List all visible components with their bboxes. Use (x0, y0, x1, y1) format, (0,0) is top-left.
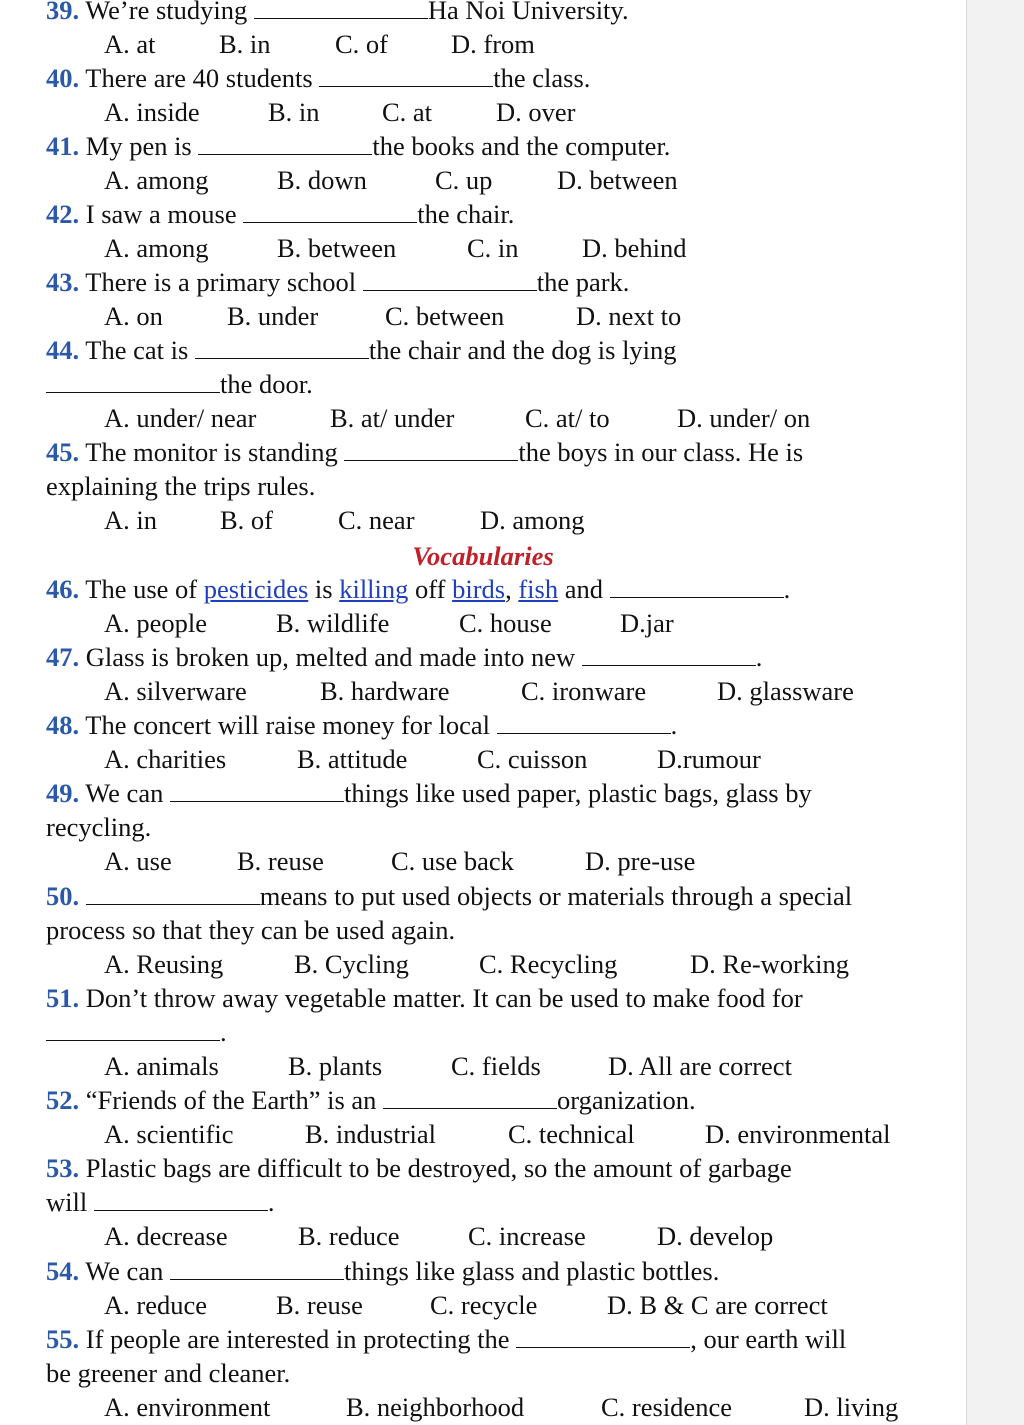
answer-blank (170, 777, 344, 802)
question-40 (46, 61, 590, 95)
question-50-cont (46, 913, 455, 947)
question-54 (46, 1254, 719, 1288)
question-number: 48. (46, 710, 80, 740)
option-c: C. up (435, 165, 493, 195)
option-a: A. among (104, 233, 209, 263)
question-42 (46, 197, 514, 231)
question-number: 42. (46, 199, 80, 229)
section-heading: Vocabularies (412, 541, 554, 571)
option-a: A. scientific (104, 1119, 234, 1149)
option-d: D. pre-use (585, 846, 696, 876)
question-text-end: . (783, 574, 791, 604)
option-b: B. wildlife (276, 608, 390, 638)
option-c: C. at/ to (525, 403, 610, 433)
link-fish[interactable]: fish (518, 574, 559, 604)
option-d: D. environmental (705, 1119, 891, 1149)
question-50 (46, 879, 852, 913)
option-a: A. animals (104, 1051, 219, 1081)
option-d: D. All are correct (608, 1051, 792, 1081)
question-text-4: , (505, 574, 519, 604)
question-51-cont (46, 1015, 227, 1049)
question-number: 55. (46, 1324, 80, 1354)
option-a: A. inside (104, 97, 200, 127)
question-text-end: the park. (536, 267, 630, 297)
question-44 (46, 333, 677, 367)
answer-blank (516, 1323, 690, 1348)
question-55 (46, 1322, 846, 1356)
option-b: B. industrial (305, 1119, 437, 1149)
answer-blank (243, 198, 417, 223)
question-53 (46, 1151, 792, 1185)
answer-blank (582, 641, 756, 666)
question-52 (46, 1083, 696, 1117)
question-text: The concert will raise money for local (85, 710, 497, 740)
option-d: D. under/ on (677, 403, 811, 433)
answer-blank (198, 130, 372, 155)
question-text-cont: recycling. (46, 812, 152, 842)
question-text (79, 881, 86, 911)
question-number: 53. (46, 1153, 80, 1183)
option-a: A. under/ near (104, 403, 257, 433)
question-51 (46, 981, 803, 1015)
option-c: C. near (338, 505, 415, 535)
option-b: B. at/ under (330, 403, 455, 433)
option-b: B. of (220, 505, 273, 535)
option-d: D. next to (576, 301, 682, 331)
question-55-cont (46, 1356, 290, 1390)
question-number: 49. (46, 778, 80, 808)
question-text: The monitor is standing (85, 437, 345, 467)
answer-blank (610, 573, 784, 598)
question-49-cont (46, 810, 151, 844)
option-d: D. B & C are correct (607, 1290, 828, 1320)
question-text-end: organization. (557, 1085, 696, 1115)
option-a: A. at (104, 29, 156, 59)
option-b: B. reduce (298, 1221, 400, 1251)
option-b: B. down (277, 165, 367, 195)
answer-blank-2 (46, 368, 220, 393)
answer-blank (86, 880, 260, 905)
question-text-end: . (220, 1017, 227, 1047)
question-46 (46, 572, 790, 606)
question-text-end: things like used paper, plastic bags, glass by (343, 778, 812, 808)
option-b: B. Cycling (294, 949, 409, 979)
question-number: 43. (46, 267, 80, 297)
question-number: 45. (46, 437, 80, 467)
link-pesticides[interactable]: pesticides (203, 574, 309, 604)
question-number: 46. (46, 574, 80, 604)
option-b: B. reuse (237, 846, 324, 876)
option-a: A. among (104, 165, 209, 195)
question-text: The use of (85, 574, 204, 604)
question-text-end: things like glass and plastic bottles. (343, 1256, 720, 1286)
answer-blank (383, 1084, 557, 1109)
answer-blank (94, 1186, 268, 1211)
question-text: Don’t throw away vegetable matter. It can be used to make food for (85, 983, 803, 1013)
question-text-end: , our earth will (690, 1324, 847, 1354)
question-text-end: the books and the computer. (372, 131, 671, 161)
option-a: A. decrease (104, 1221, 228, 1251)
option-d: D. among (480, 505, 585, 535)
answer-blank (344, 436, 518, 461)
option-d: D. from (451, 29, 535, 59)
question-text-cont: process so that they can be used again. (46, 915, 456, 945)
option-b: B. reuse (276, 1290, 363, 1320)
link-birds[interactable]: birds (452, 574, 506, 604)
option-d: D.jar (620, 608, 674, 638)
question-text: “Friends of the Earth” is an (85, 1085, 384, 1115)
option-b: B. hardware (320, 676, 450, 706)
option-d: D. between (557, 165, 678, 195)
option-d: D. over (496, 97, 576, 127)
question-text-3: off (408, 574, 453, 604)
option-a: A. on (104, 301, 163, 331)
question-number: 52. (46, 1085, 80, 1115)
option-a: A. silverware (104, 676, 247, 706)
option-b: B. in (268, 97, 320, 127)
question-text-end: the class. (493, 63, 591, 93)
question-41 (46, 129, 670, 163)
option-c: C. cuisson (477, 744, 588, 774)
question-text: We can (85, 1256, 170, 1286)
option-d: D. glassware (717, 676, 854, 706)
option-d: D. develop (657, 1221, 774, 1251)
option-c: C. ironware (521, 676, 647, 706)
question-text-cont: explaining the trips rules. (46, 471, 316, 501)
answer-blank (497, 709, 671, 734)
option-c: C. technical (508, 1119, 635, 1149)
question-43 (46, 265, 629, 299)
question-text: There is a primary school (85, 267, 363, 297)
option-a: A. charities (104, 744, 227, 774)
option-a: A. reduce (104, 1290, 207, 1320)
question-text-end: the chair and the dog is lying (368, 335, 677, 365)
option-a: A. people (104, 608, 208, 638)
question-number: 44. (46, 335, 80, 365)
question-text: Glass is broken up, melted and made into new (85, 642, 582, 672)
question-text-end: . (670, 710, 678, 740)
option-b: B. neighborhood (346, 1392, 525, 1422)
answer-blank (363, 266, 537, 291)
option-d: D. living (804, 1392, 899, 1422)
option-c: C. at (382, 97, 433, 127)
question-number: 40. (46, 63, 80, 93)
question-text: We can (85, 778, 170, 808)
option-d: D. behind (582, 233, 687, 263)
question-text: Plastic bags are difficult to be destroyed, so the amount of garbage (85, 1153, 792, 1183)
option-b: B. attitude (297, 744, 408, 774)
option-c: C. in (467, 233, 519, 263)
question-text-5: and (558, 574, 610, 604)
option-c: C. house (459, 608, 552, 638)
question-44-cont (46, 367, 313, 401)
option-c: C. Recycling (479, 949, 618, 979)
question-48 (46, 708, 677, 742)
option-b: B. plants (288, 1051, 383, 1081)
option-c: C. of (335, 29, 388, 59)
option-a: A. in (104, 505, 157, 535)
option-b: B. under (227, 301, 319, 331)
question-text-end-2: the door. (220, 369, 313, 399)
question-text-end: means to put used objects or materials through a special (259, 881, 853, 911)
question-text: We’re studying (85, 0, 254, 25)
question-49 (46, 776, 812, 810)
option-a: A. Reusing (104, 949, 224, 979)
option-c: C. fields (451, 1051, 541, 1081)
question-text-2: is (308, 574, 340, 604)
question-text-cont: be greener and cleaner. (46, 1358, 291, 1388)
answer-blank (46, 1016, 220, 1041)
option-b: B. between (277, 233, 397, 263)
question-text: The cat is (85, 335, 195, 365)
question-text: If people are interested in protecting the (85, 1324, 517, 1354)
question-number: 51. (46, 983, 80, 1013)
question-53-cont (46, 1185, 274, 1219)
question-47 (46, 640, 762, 674)
question-text-cont: will (46, 1187, 94, 1217)
answer-blank (195, 334, 369, 359)
question-text-end: . (755, 642, 763, 672)
answer-blank (254, 0, 428, 19)
option-c: C. residence (601, 1392, 732, 1422)
link-killing[interactable]: killing (339, 574, 409, 604)
right-margin (966, 0, 1024, 1425)
answer-blank (319, 62, 493, 87)
option-d: D.rumour (657, 744, 761, 774)
question-45 (46, 435, 803, 469)
option-c: C. between (385, 301, 505, 331)
question-text: I saw a mouse (85, 199, 244, 229)
option-a: A. environment (104, 1392, 271, 1422)
question-text: There are 40 students (85, 63, 320, 93)
question-number: 54. (46, 1256, 80, 1286)
question-39 (46, 0, 629, 27)
question-text: My pen is (85, 131, 199, 161)
question-text-end: the chair. (417, 199, 515, 229)
option-d: D. Re-working (690, 949, 849, 979)
question-number: 47. (46, 642, 80, 672)
question-text-end: Ha Noi University. (427, 0, 629, 25)
question-text-end: . (267, 1187, 275, 1217)
answer-blank (170, 1255, 344, 1280)
option-a: A. use (104, 846, 172, 876)
option-c: C. recycle (430, 1290, 538, 1320)
option-c: C. increase (468, 1221, 586, 1251)
question-45-cont (46, 469, 315, 503)
question-number: 39. (46, 0, 80, 25)
question-number: 41. (46, 131, 80, 161)
question-text-end: the boys in our class. He is (518, 437, 804, 467)
option-b: B. in (219, 29, 271, 59)
option-c: C. use back (391, 846, 514, 876)
question-number: 50. (46, 881, 80, 911)
